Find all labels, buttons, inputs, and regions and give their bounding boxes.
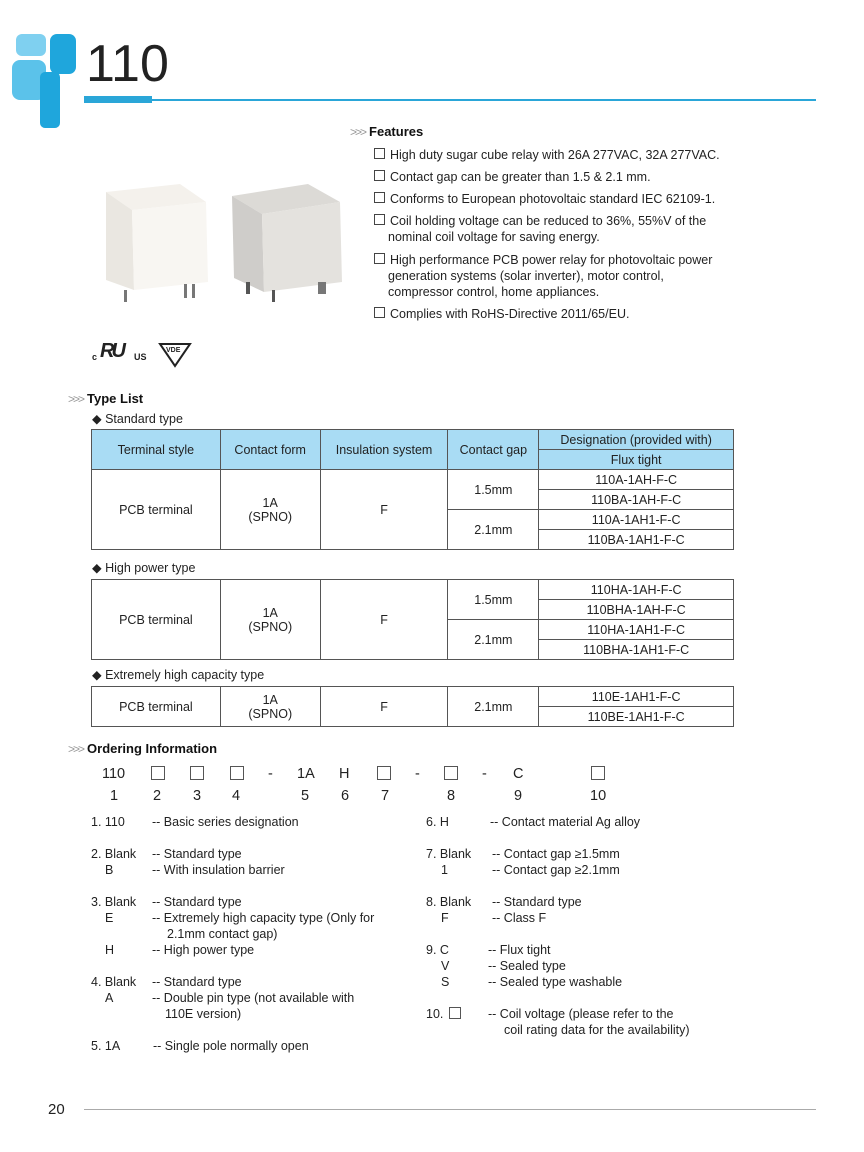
- type-list-heading: >>> Type List: [68, 391, 144, 406]
- cell-designation: 110A-1AH-F-C: [539, 470, 734, 490]
- code-index: 6: [341, 788, 350, 804]
- order-value: -- Single pole normally open: [153, 1039, 309, 1053]
- ordering-info-heading: >>> Ordering Information: [68, 741, 218, 756]
- order-key: 4. Blank: [91, 975, 137, 989]
- order-key: V: [441, 959, 450, 973]
- code-slot-7: [377, 766, 391, 780]
- header-accent-bar: [84, 96, 152, 103]
- order-value: -- Extremely high capacity type (Only for: [152, 911, 375, 925]
- cell-insulation: F: [320, 687, 448, 727]
- cell-designation: 110E-1AH1-F-C: [539, 687, 734, 707]
- code-dash: -: [268, 766, 273, 782]
- feature-item: Conforms to European photovoltaic standard IEC 62109-1.: [374, 191, 754, 207]
- order-value: -- Standard type: [152, 975, 242, 989]
- order-key: F: [441, 911, 449, 925]
- order-value: -- Contact gap ≥1.5mm: [492, 847, 620, 861]
- order-key: 1: [441, 863, 448, 877]
- col-contact-form: Contact form: [220, 430, 320, 470]
- code-c: C: [513, 766, 524, 782]
- order-key: A: [105, 991, 114, 1005]
- cell-terminal: PCB terminal: [92, 687, 221, 727]
- cell-designation: 110A-1AH1-F-C: [539, 510, 734, 530]
- feature-item: High duty sugar cube relay with 26A 277VAC, 32A 277VAC.: [374, 147, 754, 163]
- order-key: 6. H: [426, 815, 449, 829]
- order-key: H: [105, 943, 115, 957]
- code-slot-8: [444, 766, 458, 780]
- checkbox-icon: [374, 214, 385, 225]
- code-index: 8: [447, 788, 456, 804]
- high-power-type-label: ◆ High power type: [92, 561, 196, 575]
- order-value: -- Class F: [492, 911, 547, 925]
- feature-item: Contact gap can be greater than 1.5 & 2.1 mm.: [374, 169, 754, 185]
- order-key: 3. Blank: [91, 895, 137, 909]
- coil-voltage-slot: [449, 1007, 461, 1019]
- code-index: 4: [232, 788, 241, 804]
- checkbox-icon: [374, 253, 385, 264]
- cell-terminal: PCB terminal: [92, 580, 221, 660]
- code-prefix: 110: [102, 766, 126, 782]
- order-key: 7. Blank: [426, 847, 472, 861]
- code-h: H: [339, 766, 350, 782]
- feature-item: High performance PCB power relay for photovoltaic power generation systems (solar inverter), motor control, compressor control, home appliances.: [374, 252, 754, 300]
- standard-type-label: ◆ Standard type: [92, 412, 183, 426]
- order-value: 110E version): [165, 1007, 242, 1021]
- checkbox-icon: [374, 170, 385, 181]
- order-value: -- High power type: [152, 943, 255, 957]
- order-value: -- Contact material Ag alloy: [490, 815, 641, 829]
- page-number: 20: [48, 1101, 65, 1118]
- feature-item: Coil holding voltage can be reduced to 36%, 55%V of the nominal coil voltage for saving energy.: [374, 213, 754, 245]
- code-index: 2: [153, 788, 162, 804]
- code-index: 9: [514, 788, 523, 804]
- cell-insulation: F: [320, 470, 448, 550]
- extreme-type-label: ◆ Extremely high capacity type: [92, 668, 265, 682]
- order-key: S: [441, 975, 450, 989]
- cell-designation: 110BE-1AH1-F-C: [539, 707, 734, 727]
- code-slot-2: [151, 766, 165, 780]
- cell-gap: 2.1mm: [448, 620, 539, 660]
- code-slot-3: [190, 766, 204, 780]
- ul-us-label: US: [134, 352, 147, 362]
- code-index: 10: [590, 788, 607, 804]
- code-index: 5: [301, 788, 310, 804]
- code-index: 3: [193, 788, 202, 804]
- cell-contact-form: 1A (SPNO): [220, 580, 320, 660]
- col-contact-gap: Contact gap: [448, 430, 539, 470]
- col-terminal-style: Terminal style: [92, 430, 221, 470]
- order-value: -- Double pin type (not available with: [152, 991, 355, 1005]
- vde-label: VDE: [166, 347, 181, 354]
- cell-insulation: F: [320, 580, 448, 660]
- page-title: 110: [86, 35, 169, 93]
- order-value: coil rating data for the availability): [504, 1023, 690, 1037]
- order-key: 9. C: [426, 943, 449, 957]
- order-value: -- Standard type: [492, 895, 582, 909]
- order-value: -- Coil voltage (please refer to the: [488, 1007, 674, 1021]
- ul-certification-mark: [92, 342, 152, 366]
- order-key: 2. Blank: [91, 847, 137, 861]
- code-1a: 1A: [297, 766, 315, 782]
- order-key: E: [105, 911, 114, 925]
- high-power-type-table: [91, 579, 734, 660]
- vde-certification-mark: [158, 340, 192, 368]
- standard-type-table: [91, 429, 734, 550]
- col-insulation-system: Insulation system: [320, 430, 448, 470]
- code-dash: -: [415, 766, 420, 782]
- checkbox-icon: [374, 307, 385, 318]
- cell-contact-form: 1A (SPNO): [220, 687, 320, 727]
- footer-rule: [84, 1109, 816, 1110]
- features-heading: >>> Features: [350, 124, 424, 139]
- code-index: 7: [381, 788, 390, 804]
- ul-logo: RU: [100, 340, 123, 362]
- order-key: 10.: [426, 1007, 444, 1021]
- order-value: -- Standard type: [152, 847, 242, 861]
- order-value: -- With insulation barrier: [152, 863, 285, 877]
- code-slot-4: [230, 766, 244, 780]
- order-value: -- Basic series designation: [152, 815, 299, 829]
- order-value: -- Sealed type: [488, 959, 566, 973]
- cell-designation: 110BA-1AH-F-C: [539, 490, 734, 510]
- ul-c-label: c: [92, 352, 98, 362]
- order-value: 2.1mm contact gap): [167, 927, 278, 941]
- brand-logo: [10, 32, 80, 132]
- order-value: -- Contact gap ≥2.1mm: [492, 863, 620, 877]
- code-dash: -: [482, 766, 487, 782]
- cell-gap: 1.5mm: [448, 470, 539, 510]
- relay-product-photo-1: [96, 178, 220, 302]
- code-index: 1: [110, 788, 119, 804]
- extreme-type-table: [91, 686, 734, 727]
- order-key: 5. 1A: [91, 1039, 121, 1053]
- cell-terminal: PCB terminal: [92, 470, 221, 550]
- order-value: -- Flux tight: [488, 943, 551, 957]
- cell-designation: 110HA-1AH-F-C: [539, 580, 734, 600]
- order-value: -- Sealed type washable: [488, 975, 623, 989]
- feature-item: Complies with RoHS-Directive 2011/65/EU.: [374, 306, 754, 322]
- checkbox-icon: [374, 148, 385, 159]
- cell-designation: 110BHA-1AH-F-C: [539, 600, 734, 620]
- order-key: B: [105, 863, 114, 877]
- checkbox-icon: [374, 192, 385, 203]
- cell-gap: 2.1mm: [448, 510, 539, 550]
- cell-contact-form: 1A (SPNO): [220, 470, 320, 550]
- order-key: 1. 110: [91, 815, 125, 829]
- cell-designation: 110BA-1AH1-F-C: [539, 530, 734, 550]
- cell-designation: 110BHA-1AH1-F-C: [539, 640, 734, 660]
- code-slot-10: [591, 766, 605, 780]
- relay-product-photo-2: [228, 178, 356, 304]
- order-key: 8. Blank: [426, 895, 472, 909]
- col-designation: Designation (provided with): [539, 430, 734, 450]
- header-rule: [84, 99, 816, 101]
- cell-gap: 2.1mm: [448, 687, 539, 727]
- order-value: -- Standard type: [152, 895, 242, 909]
- col-flux-tight: Flux tight: [539, 450, 734, 470]
- cell-designation: 110HA-1AH1-F-C: [539, 620, 734, 640]
- cell-gap: 1.5mm: [448, 580, 539, 620]
